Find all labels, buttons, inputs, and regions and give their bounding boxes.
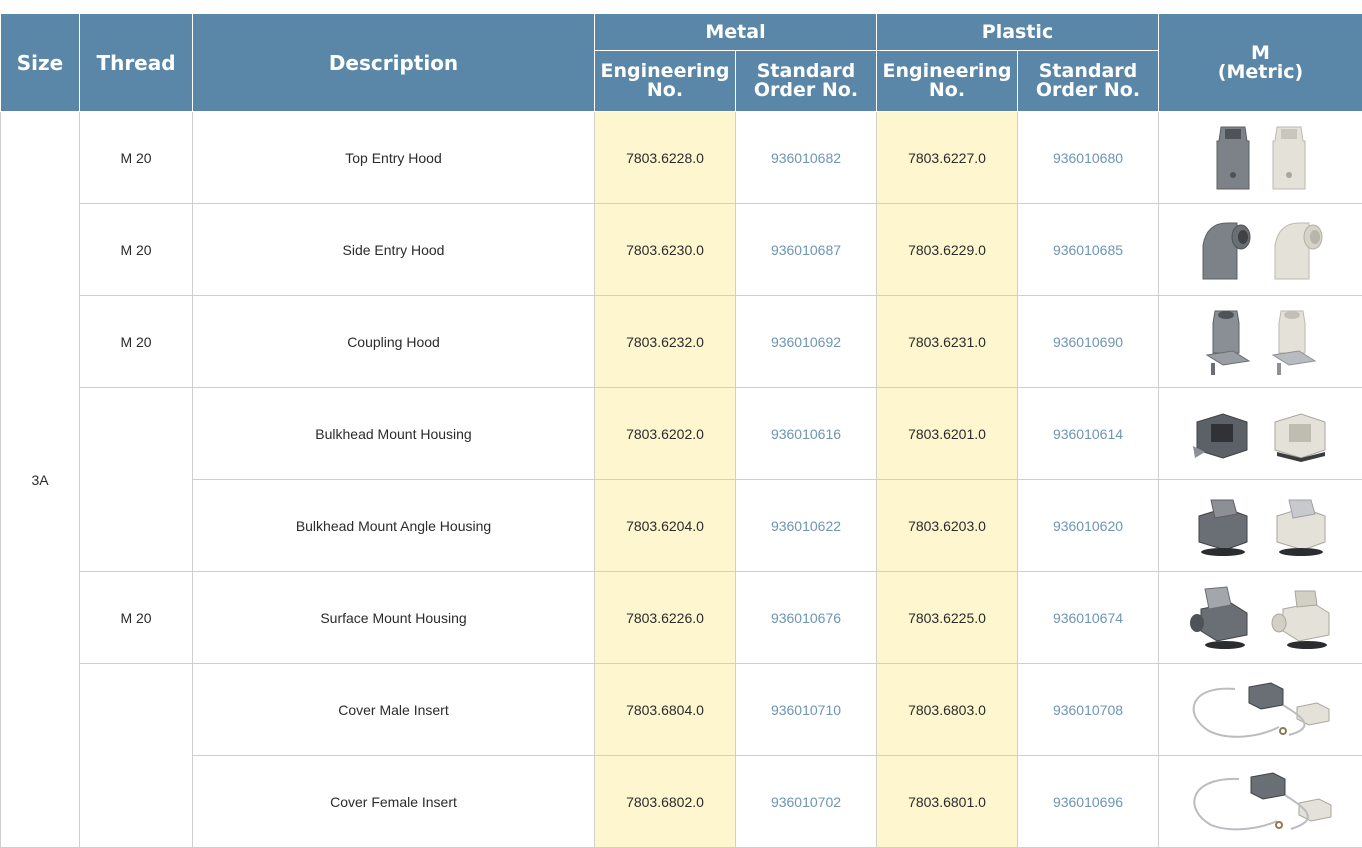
description-cell: Bulkhead Mount Angle Housing — [193, 480, 595, 572]
product-image-cell — [1159, 112, 1362, 204]
metal-engineering-no: 7803.6202.0 — [595, 388, 736, 480]
metal-order-link[interactable]: 936010710 — [736, 664, 877, 756]
thread-cell — [80, 388, 193, 572]
plastic-surface-housing-image — [1269, 585, 1335, 651]
header-metal-standard-order-no: Standard Order No. — [736, 51, 877, 112]
plastic-engineering-no: 7803.6801.0 — [877, 756, 1018, 848]
header-plastic-engineering-no: Engineering No. — [877, 51, 1018, 112]
table-row — [1, 480, 1362, 572]
metal-order-link[interactable]: 936010687 — [736, 204, 877, 296]
plastic-order-link[interactable]: 936010680 — [1018, 112, 1159, 204]
product-image-cell — [1159, 296, 1362, 388]
metal-engineering-no: 7803.6804.0 — [595, 664, 736, 756]
table-row — [1, 204, 1362, 296]
table-row — [1, 756, 1362, 848]
thread-cell — [80, 664, 193, 848]
product-image-cell — [1159, 756, 1362, 848]
header-metal: Metal — [595, 14, 877, 51]
bulkhead-angle-housing-photo — [1159, 496, 1362, 556]
cover-male-insert-photo — [1159, 675, 1362, 745]
metal-side-hood-image — [1197, 217, 1253, 283]
metal-engineering-no: 7803.6228.0 — [595, 112, 736, 204]
metal-bulkhead-angle-image — [1191, 496, 1253, 556]
table-row — [1, 664, 1362, 756]
description-cell: Cover Male Insert — [193, 664, 595, 756]
plastic-side-hood-image — [1269, 217, 1325, 283]
plastic-bulkhead-housing-image — [1269, 406, 1331, 462]
metal-engineering-no: 7803.6802.0 — [595, 756, 736, 848]
cover-female-insert-image — [1179, 767, 1343, 837]
cover-male-insert-image — [1179, 675, 1343, 745]
metal-top-hood-image — [1213, 123, 1253, 193]
thread-cell: M 20 — [80, 112, 193, 204]
bulkhead-mount-housing-photo — [1159, 406, 1362, 462]
thread-cell: M 20 — [80, 572, 193, 664]
metal-order-link[interactable]: 936010676 — [736, 572, 877, 664]
metal-coupling-hood-image — [1203, 307, 1253, 377]
header-plastic-standard-order-no: Standard Order No. — [1018, 51, 1159, 112]
plastic-engineering-no: 7803.6803.0 — [877, 664, 1018, 756]
table-row — [1, 572, 1362, 664]
metal-engineering-no: 7803.6226.0 — [595, 572, 736, 664]
metal-order-link[interactable]: 936010622 — [736, 480, 877, 572]
plastic-top-hood-image — [1269, 123, 1309, 193]
header-metric-m: M — [1251, 42, 1270, 64]
header-thread: Thread — [80, 14, 193, 112]
description-cell: Coupling Hood — [193, 296, 595, 388]
header-size: Size — [1, 14, 80, 112]
catalog-page — [0, 13, 1362, 848]
table-row — [1, 112, 1362, 204]
plastic-order-link[interactable]: 936010685 — [1018, 204, 1159, 296]
metal-bulkhead-housing-image — [1191, 406, 1253, 462]
cover-female-insert-photo — [1159, 767, 1362, 837]
plastic-order-link[interactable]: 936010620 — [1018, 480, 1159, 572]
plastic-bulkhead-angle-image — [1269, 496, 1331, 556]
metal-order-link[interactable]: 936010682 — [736, 112, 877, 204]
metal-engineering-no: 7803.6232.0 — [595, 296, 736, 388]
thread-cell: M 20 — [80, 204, 193, 296]
metal-surface-housing-image — [1187, 585, 1253, 651]
description-cell: Bulkhead Mount Housing — [193, 388, 595, 480]
plastic-order-link[interactable]: 936010614 — [1018, 388, 1159, 480]
description-cell: Surface Mount Housing — [193, 572, 595, 664]
top-entry-hood-photo — [1159, 123, 1362, 193]
product-image-cell — [1159, 664, 1362, 756]
table-row — [1, 296, 1362, 388]
product-image-cell — [1159, 204, 1362, 296]
table-row — [1, 388, 1362, 480]
metal-engineering-no: 7803.6204.0 — [595, 480, 736, 572]
header-metric-label: (Metric) — [1218, 61, 1303, 83]
metal-order-link[interactable]: 936010692 — [736, 296, 877, 388]
metal-order-link[interactable]: 936010702 — [736, 756, 877, 848]
coupling-hood-photo — [1159, 307, 1362, 377]
product-image-cell — [1159, 480, 1362, 572]
product-image-cell — [1159, 572, 1362, 664]
plastic-order-link[interactable]: 936010690 — [1018, 296, 1159, 388]
thread-cell: M 20 — [80, 296, 193, 388]
plastic-engineering-no: 7803.6227.0 — [877, 112, 1018, 204]
plastic-engineering-no: 7803.6229.0 — [877, 204, 1018, 296]
surface-mount-housing-photo — [1159, 585, 1362, 651]
description-cell: Top Entry Hood — [193, 112, 595, 204]
header-description: Description — [193, 14, 595, 112]
plastic-order-link[interactable]: 936010696 — [1018, 756, 1159, 848]
plastic-engineering-no: 7803.6225.0 — [877, 572, 1018, 664]
header-plastic: Plastic — [877, 14, 1159, 51]
plastic-coupling-hood-image — [1269, 307, 1319, 377]
description-cell: Side Entry Hood — [193, 204, 595, 296]
product-image-cell — [1159, 388, 1362, 480]
side-entry-hood-photo — [1159, 217, 1362, 283]
plastic-engineering-no: 7803.6201.0 — [877, 388, 1018, 480]
description-cell: Cover Female Insert — [193, 756, 595, 848]
plastic-engineering-no: 7803.6203.0 — [877, 480, 1018, 572]
header-metal-engineering-no: Engineering No. — [595, 51, 736, 112]
metal-order-link[interactable]: 936010616 — [736, 388, 877, 480]
product-table — [0, 13, 1362, 848]
header-metric — [1159, 14, 1362, 112]
plastic-order-link[interactable]: 936010708 — [1018, 664, 1159, 756]
plastic-engineering-no: 7803.6231.0 — [877, 296, 1018, 388]
size-cell: 3A — [1, 112, 80, 848]
plastic-order-link[interactable]: 936010674 — [1018, 572, 1159, 664]
metal-engineering-no: 7803.6230.0 — [595, 204, 736, 296]
